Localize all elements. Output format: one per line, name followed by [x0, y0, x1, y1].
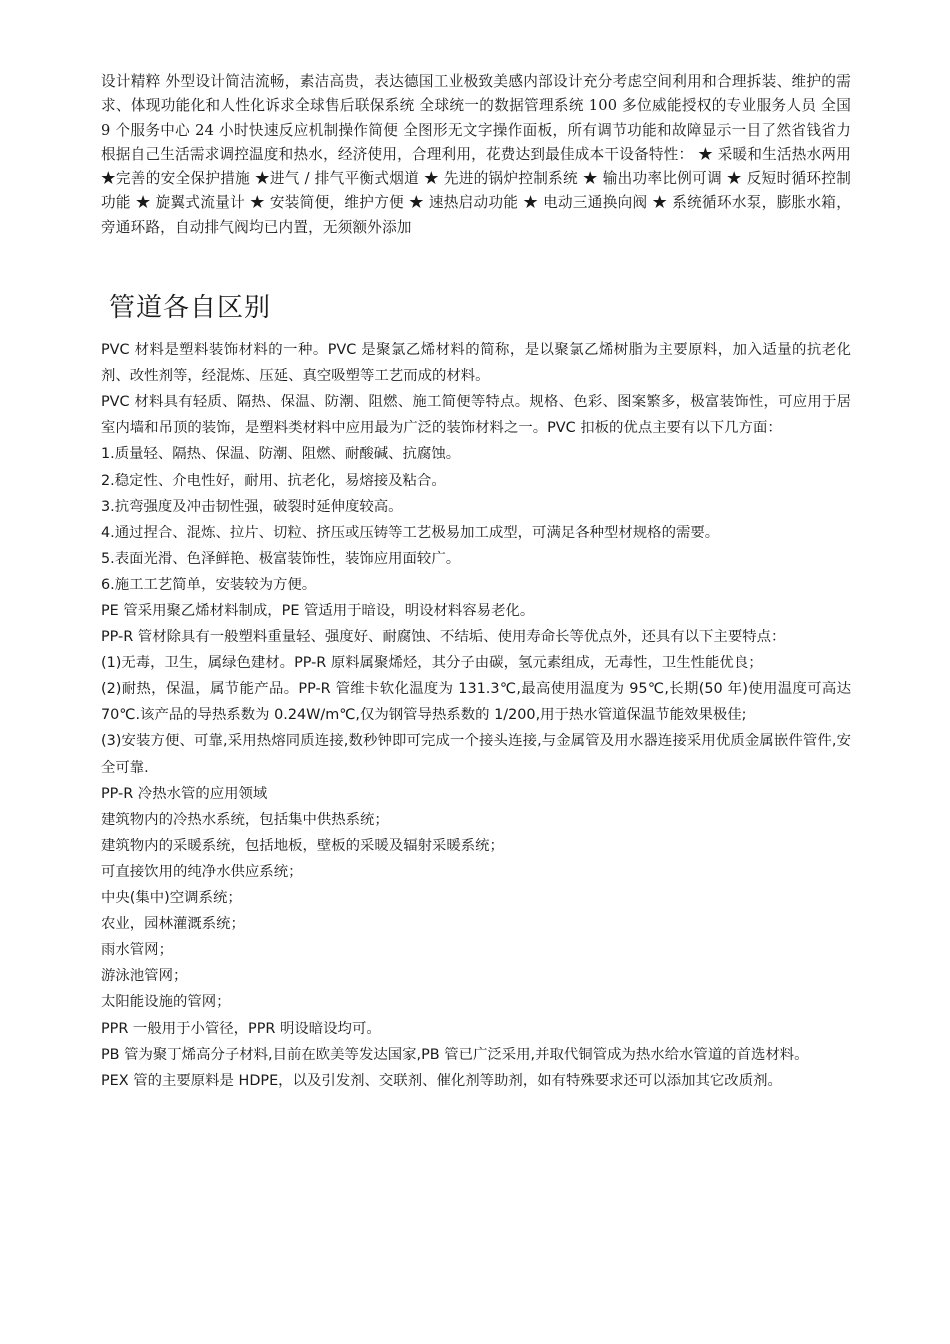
section-body — [101, 337, 851, 1094]
section-heading: 管道各自区别 — [109, 293, 272, 324]
list-item: 2.稳定性、介电性好，耐用、抗老化，易熔接及粘合。 — [101, 472, 446, 489]
list-item: 3.抗弯强度及冲击韧性强，破裂时延伸度较高。 — [101, 498, 403, 515]
list-item: (3)安装方便、可靠,采用热熔同质连接,数秒钟即可完成一个接头连接,与金属管及用水器连接采用优质金属嵌件管件,安全可靠. — [101, 733, 851, 776]
intro-paragraph: 设计精粹 外型设计简洁流畅，素洁高贵，表达德国工业极致美感内部设计充分考虑空间利用和合理拆装、维护的需求、体现功能化和人性化诉求全球售后联保系统 全球统一的数据管理系统 100 多位威能授权的专业服务人员 全国 9 个服务中心 24 小时快速反应机制操作简便 全图形无文字操作面板，所有调节功能和故障显示一目了然省钱省力 根据自己生活需求调控温度和热水，经济使用，合理利用，花费达到最佳成本干设备特性： ★ 采暖和生活热水两用 ★完善的安全保护措施 ★进气 / 排气平衡式烟道 ★ 先进的锅炉控制系统 ★ 输出功率比例可调 ★ 反短时循环控制功能 ★ 旋翼式流量计 ★ 安装简便，维护方便 ★ 速热启动功能 ★ 电动三通换向阀 ★ 系统循环水泵，膨胀水箱，旁通环路，自动排气阀均已内置，无须额外添加 — [101, 73, 851, 236]
list-item: 6.施工工艺简单，安装较为方便。 — [101, 576, 317, 593]
list-item: 中央(集中)空调系统； — [101, 890, 242, 907]
list-item: 太阳能设施的管网； — [101, 994, 231, 1011]
list-item: 游泳池管网； — [101, 968, 188, 985]
body-paragraph: PP-R 冷热水管的应用领域 — [101, 785, 268, 802]
body-paragraph: PEX 管的主要原料是 HDPE，以及引发剂、交联剂、催化剂等助剂，如有特殊要求还可以添加其它改质剂。 — [101, 1072, 782, 1089]
body-paragraph: PP-R 管材除具有一般塑料重量轻、强度好、耐腐蚀、不结垢、使用寿命长等优点外，还具有以下主要特点： — [101, 629, 786, 646]
body-paragraph: PVC 材料是塑料装饰材料的一种。PVC 是聚氯乙烯材料的简称，是以聚氯乙烯树脂为主要原料，加入适量的抗老化剂、改性剂等，经混炼、压延、真空吸塑等工艺而成的材料。 — [101, 342, 851, 385]
body-paragraph: PVC 材料具有轻质、隔热、保温、防潮、阻燃、施工简便等特点。规格、色彩、图案繁多，极富装饰性，可应用于居室内墙和吊顶的装饰，是塑料类材料中应用最为广泛的装饰材料之一。PVC 扣板的优点主要有以下几方面： — [101, 394, 851, 437]
document-page — [101, 70, 851, 1094]
body-paragraph: PB 管为聚丁烯高分子材料,目前在欧美等发达国家,PB 管已广泛采用,并取代铜管成为热水给水管道的首选材料。 — [101, 1046, 809, 1063]
list-item: 5.表面光滑、色泽鲜艳、极富装饰性，装饰应用面较广。 — [101, 550, 461, 567]
body-paragraph: PPR 一般用于小管径，PPR 明设暗设均可。 — [101, 1020, 381, 1037]
list-item: 农业，园林灌溉系统； — [101, 916, 245, 933]
list-item: 雨水管网； — [101, 942, 173, 959]
list-item: 1.质量轻、隔热、保温、防潮、阻燃、耐酸碱、抗腐蚀。 — [101, 446, 461, 463]
body-paragraph: PE 管采用聚乙烯材料制成，PE 管适用于暗设，明设材料容易老化。 — [101, 603, 535, 620]
list-item: (1)无毒，卫生，属绿色建材。PP-R 原料属聚烯烃，其分子由碳，氢元素组成，无毒性，卫生性能优良； — [101, 655, 763, 672]
list-item: 建筑物内的采暖系统，包括地板，壁板的采暖及辐射采暖系统； — [101, 837, 504, 854]
list-item: 4.通过捏合、混炼、拉片、切粒、挤压或压铸等工艺极易加工成型，可满足各种型材规格的需要。 — [101, 524, 720, 541]
list-item: (2)耐热，保温，属节能产品。PP-R 管维卡软化温度为 131.3℃,最高使用温度为 95℃,长期(50 年)使用温度可高达 70℃.该产品的导热系数为 0.24W/m℃,仅为钢管导热系数的 1/200,用于热水管道保温节能效果极佳; — [101, 681, 851, 724]
list-item: 可直接饮用的纯净水供应系统； — [101, 863, 303, 880]
list-item: 建筑物内的冷热水系统，包括集中供热系统； — [101, 811, 389, 828]
